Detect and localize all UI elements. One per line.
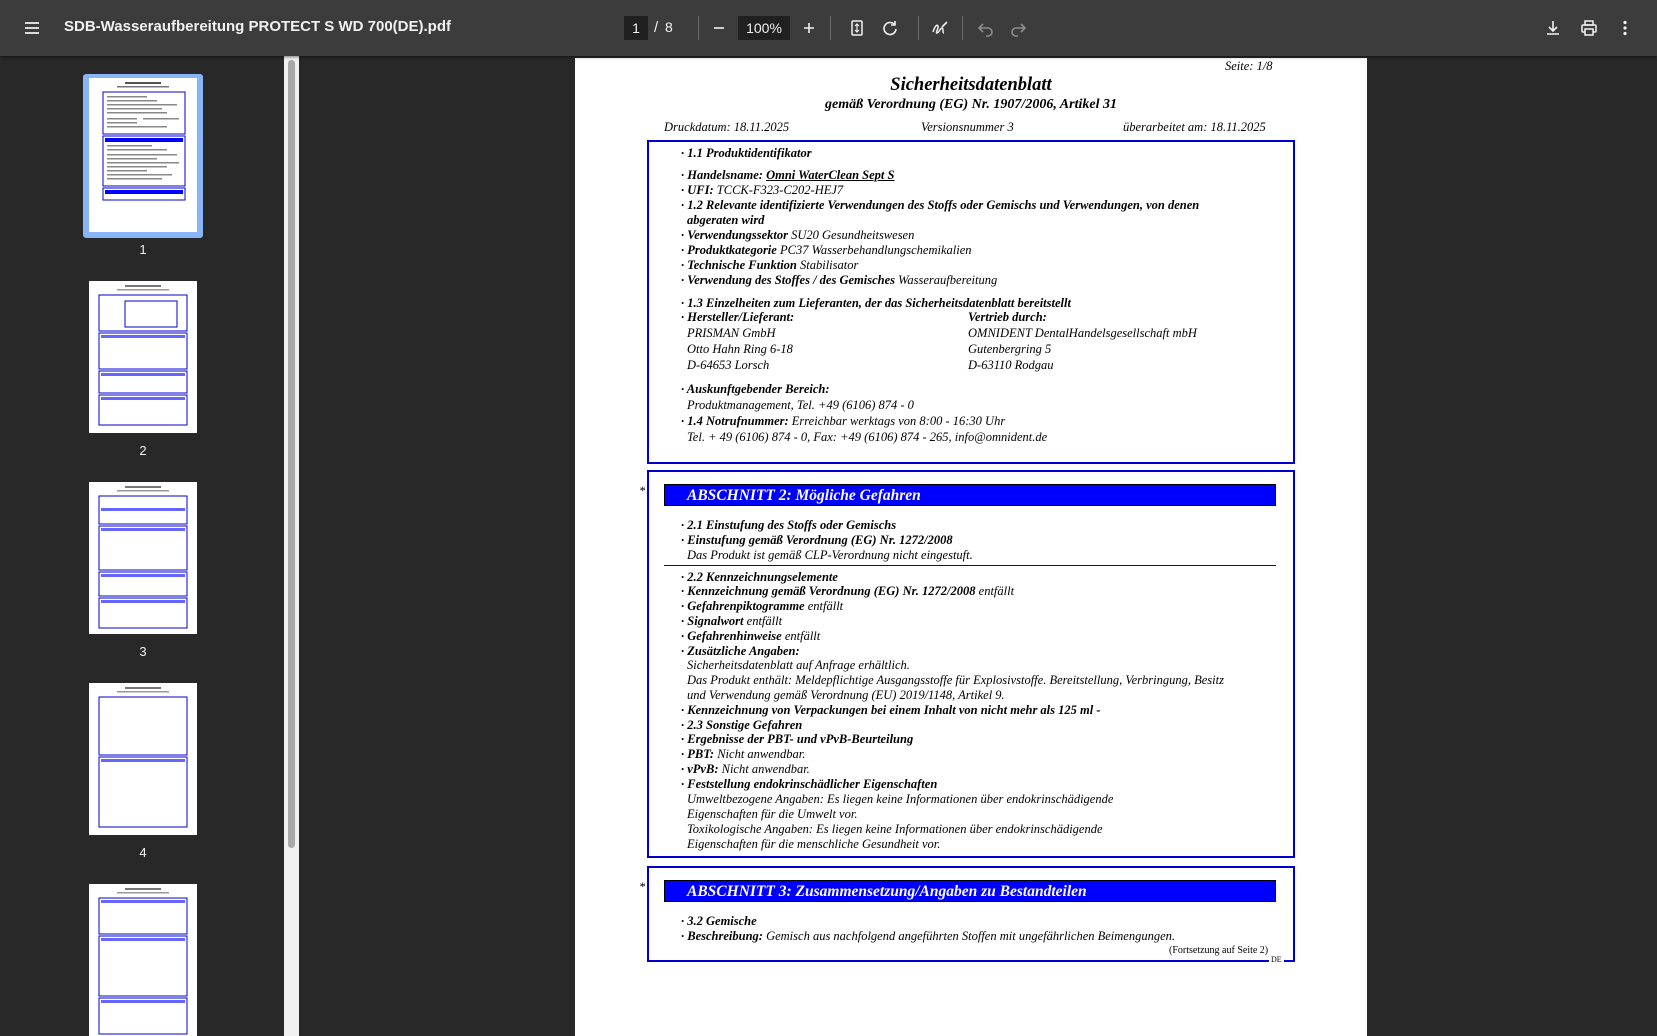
- print-button[interactable]: [1573, 12, 1605, 44]
- thumbnail-label: 1: [139, 242, 147, 257]
- gefahrenhinweise-value: entfällt: [784, 629, 821, 643]
- piktogramme-value: entfällt: [807, 599, 844, 613]
- sidebar-scrollbar-thumb[interactable]: [288, 60, 295, 848]
- signalwort-line: [681, 614, 782, 629]
- sektor-value: SU20 Gesundheitswesen: [791, 228, 915, 242]
- notruf-value: Erreichbar werktags von 8:00 - 16:30 Uhr: [791, 414, 1006, 428]
- section-2-header: ABSCHNITT 2: Mögliche Gefahren: [664, 484, 1276, 506]
- thumbnail-label: 4: [139, 845, 147, 860]
- verwendung-value: Wasseraufbereitung: [898, 273, 998, 287]
- zoom-in-icon: [799, 18, 819, 38]
- fit-page-button[interactable]: [841, 12, 873, 44]
- print-date: Druckdatum: 18.11.2025: [664, 120, 790, 134]
- thumbnail-preview: [89, 683, 197, 835]
- thumbnail-page-3[interactable]: [89, 482, 197, 634]
- s3-heading-3-2: · 3.2 Gemische: [681, 914, 757, 928]
- redo-button[interactable]: [1002, 12, 1034, 44]
- kennzeichnung-label: · Kennzeichnung gemäß Verordnung (EG) Nr. 1272/2008: [681, 584, 976, 598]
- zoom-out-icon: [709, 18, 729, 38]
- toolbar-divider: [918, 16, 919, 40]
- redo-icon: [1008, 18, 1028, 38]
- vertrieb-line: Gutenbergring 5: [968, 342, 1052, 356]
- vertrieb-label: Vertrieb durch:: [968, 310, 1047, 324]
- thumbnail-preview: [89, 884, 197, 1036]
- zusatz-line: Sicherheitsdatenblatt auf Anfrage erhältlich.: [687, 658, 910, 672]
- document-title: SDB-Wasseraufbereitung PROTECT S WD 700(DE).pdf: [64, 18, 451, 35]
- pbt-label: · PBT:: [681, 747, 715, 761]
- thumbnail-page-2[interactable]: [89, 281, 197, 433]
- download-icon: [1543, 18, 1563, 38]
- gefahrenhinweise-line: [681, 629, 820, 644]
- s3-change-marker: *: [639, 880, 646, 894]
- language-code: DE: [1271, 955, 1282, 964]
- hersteller-label: · Hersteller/Lieferant:: [681, 310, 795, 324]
- funktion-value: Stabilisator: [800, 258, 859, 272]
- kategorie-label: · Produktkategorie: [681, 243, 777, 257]
- ufi-line: [681, 183, 843, 198]
- endokrin-line: Umweltbezogene Angaben: Es liegen keine Informationen über endokrinschädigende: [687, 792, 1114, 806]
- notruf-tel: Tel. + 49 (6106) 874 - 0, Fax: +49 (6106) 874 - 265, info@omnident.de: [687, 430, 1048, 444]
- endokrin-heading: · Feststellung endokrinschädlicher Eigenschaften: [681, 777, 938, 791]
- vpvb-label: · vPvB:: [681, 762, 719, 776]
- ufi-value: TCCK-F323-C202-HEJ7: [716, 183, 844, 197]
- beschreibung-line: [681, 929, 1175, 944]
- s2-einstufung: · Einstufung gemäß Verordnung (EG) Nr. 1272/2008: [681, 533, 953, 547]
- s1-heading-1-2: · 1.2 Relevante identifizierte Verwendungen des Stoffs oder Gemischs und Verwendungen, von denen: [681, 198, 1200, 212]
- rotate-button[interactable]: [874, 12, 906, 44]
- pbt-value: Nicht anwendbar.: [717, 747, 806, 761]
- verwendung-label: · Verwendung des Stoffes / des Gemisches: [681, 273, 896, 287]
- endokrin-line: Eigenschaften für die menschliche Gesundheit vor.: [687, 837, 941, 851]
- s2-heading-2-3: · 2.3 Sonstige Gefahren: [681, 718, 803, 732]
- document-viewer[interactable]: [299, 56, 1657, 1036]
- notruf-line: [681, 414, 1005, 429]
- sektor-line: [681, 228, 914, 243]
- beschreibung-label: · Beschreibung:: [681, 929, 763, 943]
- piktogramme-line: [681, 599, 843, 614]
- toolbar-divider: [698, 16, 699, 40]
- zoom-out-button[interactable]: [703, 12, 735, 44]
- thumbnail-label: 3: [139, 644, 147, 659]
- section-divider: [664, 565, 1276, 566]
- funktion-label: · Technische Funktion: [681, 258, 797, 272]
- pdf-page: [575, 58, 1367, 1036]
- zusatz-line: und Verwendung gemäß Verordnung (EU) 2019/1148, Artikel 9.: [687, 688, 1005, 702]
- vpvb-line: [681, 762, 810, 777]
- page-total: 8: [665, 19, 673, 35]
- thumbnail-label: 2: [139, 443, 147, 458]
- s2-clp-text: Das Produkt ist gemäß CLP-Verordnung nicht eingestuft.: [687, 548, 973, 562]
- hersteller-line: Otto Hahn Ring 6-18: [687, 342, 793, 356]
- thumbnail-preview: [89, 482, 197, 634]
- zoom-in-button[interactable]: [793, 12, 825, 44]
- hersteller-line: D-64653 Lorsch: [687, 358, 770, 372]
- notruf-label: · 1.4 Notrufnummer:: [681, 414, 789, 428]
- annotate-button[interactable]: [924, 12, 956, 44]
- auskunft-value: Produktmanagement, Tel. +49 (6106) 874 - 0: [687, 398, 914, 412]
- section-3-header: ABSCHNITT 3: Zusammensetzung/Angaben zu Bestandteilen: [664, 880, 1276, 902]
- handelsname-line: [681, 168, 894, 183]
- annotate-icon: [930, 18, 950, 38]
- fit-page-icon: [847, 18, 867, 38]
- undo-icon: [976, 18, 996, 38]
- page-number-input[interactable]: [624, 16, 648, 40]
- kennzeichnung-value: entfällt: [978, 584, 1015, 598]
- thumbnail-page-1[interactable]: [89, 78, 197, 232]
- piktogramme-label: · Gefahrenpiktogramme: [681, 599, 805, 613]
- undo-button[interactable]: [970, 12, 1002, 44]
- signalwort-label: · Signalwort: [681, 614, 744, 628]
- menu-icon: [22, 18, 42, 38]
- s1-heading-1-2-cont: abgeraten wird: [687, 213, 765, 227]
- zoom-input[interactable]: [738, 16, 790, 40]
- pbt-heading: · Ergebnisse der PBT- und vPvB-Beurteilung: [681, 732, 914, 746]
- sektor-label: · Verwendungssektor: [681, 228, 788, 242]
- thumbnail-page-4[interactable]: [89, 683, 197, 835]
- s2-change-marker: *: [639, 484, 646, 498]
- thumbnail-sidebar: [0, 56, 285, 1036]
- zusatz-label: · Zusätzliche Angaben:: [681, 644, 800, 658]
- ufi-label: · UFI:: [681, 183, 714, 197]
- endokrin-line: Toxikologische Angaben: Es liegen keine Informationen über endokrinschädigende: [687, 822, 1103, 836]
- download-button[interactable]: [1537, 12, 1569, 44]
- vertrieb-line: D-63110 Rodgau: [968, 358, 1054, 372]
- funktion-line: [681, 258, 858, 273]
- doc-title: Sicherheitsdatenblatt: [890, 75, 1052, 95]
- auskunft-label: · Auskunftgebender Bereich:: [681, 382, 830, 396]
- revised-date: überarbeitet am: 18.11.2025: [1123, 120, 1266, 134]
- s2-heading-2-2: · 2.2 Kennzeichnungselemente: [681, 570, 838, 584]
- handelsname-label: · Handelsname:: [681, 168, 763, 182]
- zusatz-line: Das Produkt enthält: Meldepflichtige Ausgangsstoffe für Explosivstoffe. Bereitstellung, Verbringung, Besitz: [687, 673, 1224, 687]
- more-button[interactable]: [1609, 12, 1641, 44]
- signalwort-value: entfällt: [746, 614, 783, 628]
- doc-subtitle: gemäß Verordnung (EG) Nr. 1907/2006, Artikel 31: [825, 97, 1117, 112]
- rotate-icon: [880, 18, 900, 38]
- gefahrenhinweise-label: · Gefahrenhinweise: [681, 629, 782, 643]
- page-indicator: Seite: 1/8: [1225, 59, 1273, 73]
- pbt-line: [681, 747, 805, 762]
- beschreibung-value: Gemisch aus nachfolgend angeführten Stoffen mit ungefährlichen Beimengungen.: [766, 929, 1176, 943]
- version-number: Versionsnummer 3: [921, 120, 1014, 134]
- kennzeichnung-line: [681, 584, 1014, 599]
- more-icon: [1615, 18, 1635, 38]
- continuation-note: (Fortsetzung auf Seite 2): [1169, 945, 1269, 956]
- endokrin-line: Eigenschaften für die Umwelt vor.: [687, 807, 858, 821]
- menu-button[interactable]: [16, 12, 48, 44]
- handelsname-value: Omni WaterClean Sept S: [766, 168, 895, 182]
- thumbnail-preview: [89, 281, 197, 433]
- kategorie-line: [681, 243, 972, 258]
- toolbar-divider: [962, 16, 963, 40]
- thumbnail-preview: [89, 78, 197, 232]
- kategorie-value: PC37 Wasserbehandlungschemikalien: [779, 243, 972, 257]
- s1-heading-1-1: · 1.1 Produktidentifikator: [681, 146, 812, 160]
- s1-heading-1-3: · 1.3 Einzelheiten zum Lieferanten, der das Sicherheitsdatenblatt bereitstellt: [681, 296, 1071, 310]
- print-icon: [1579, 18, 1599, 38]
- vertrieb-line: OMNIDENT DentalHandelsgesellschaft mbH: [968, 326, 1197, 340]
- toolbar-divider: [830, 16, 831, 40]
- verpackung-line: · Kennzeichnung von Verpackungen bei einem Inhalt von nicht mehr als 125 ml -: [681, 703, 1101, 717]
- thumbnail-page-5[interactable]: [89, 884, 197, 1036]
- hersteller-line: PRISMAN GmbH: [687, 326, 776, 340]
- s2-heading-2-1: · 2.1 Einstufung des Stoffs oder Gemischs: [681, 518, 897, 532]
- verwendung-line: [681, 273, 997, 288]
- toolbar: [0, 0, 1657, 56]
- vpvb-value: Nicht anwendbar.: [721, 762, 810, 776]
- page-separator: /: [654, 19, 659, 36]
